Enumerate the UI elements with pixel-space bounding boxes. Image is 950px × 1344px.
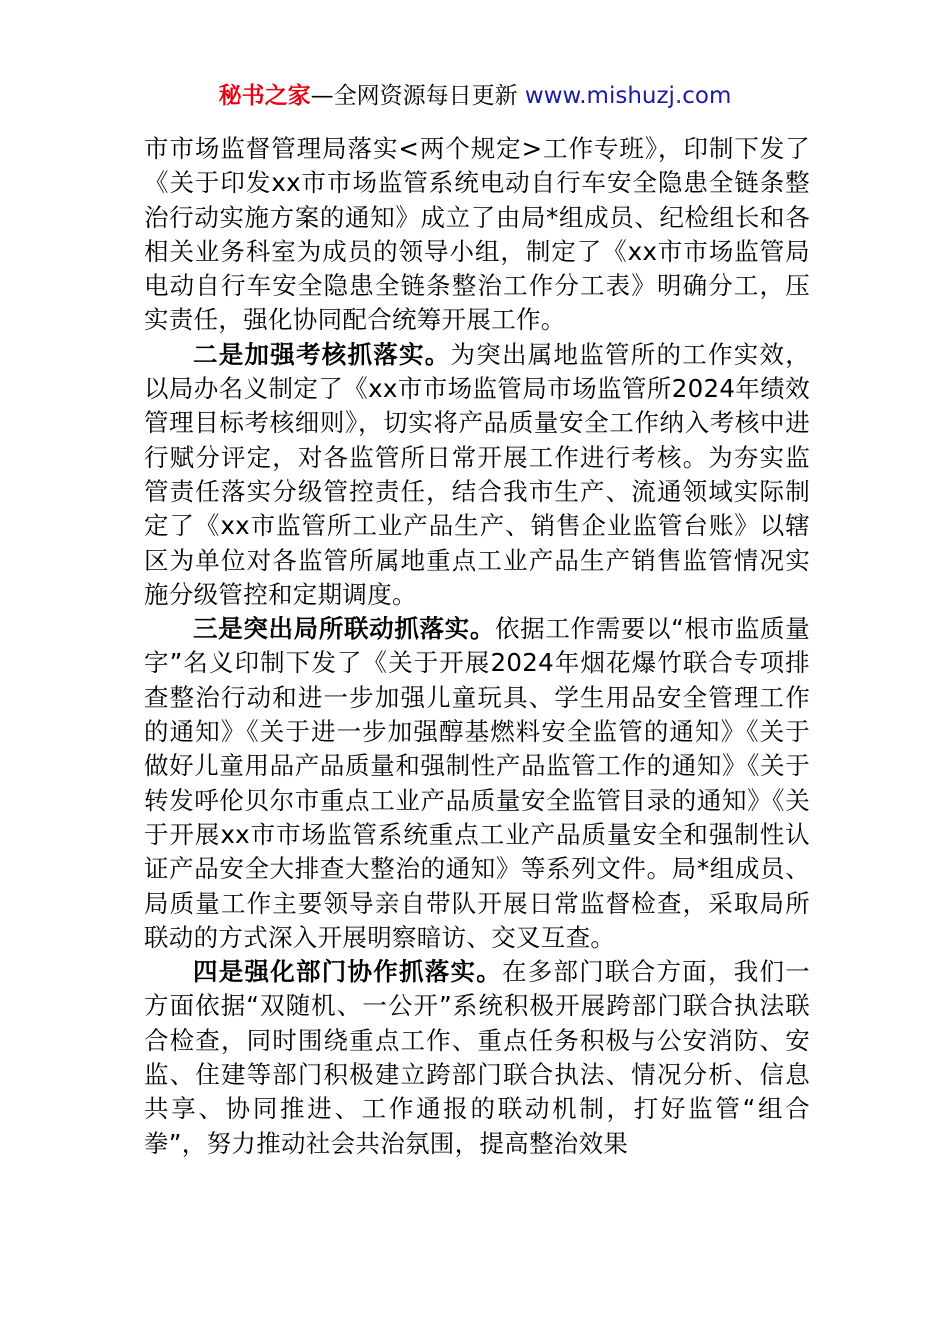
paragraph-2-text: 为突出属地监管所的工作实效，以局办名义制定了《xx市市场监管局市场监管所2024年绩效管理目标考核细则》，切实将产品质量安全工作纳入考核中进行赋分评定，对各监管所日常开展工作进行考核。为夯实监管责任落实分级管控责任，结合我市生产、流通领域实际制定了《xx市监管所工业产品生产、销售企业监管台账》以辖区为单位对各监管所属地重点工业产品生产销售监管情况实施分级管控和定期调度。 [144, 339, 811, 609]
page-header [0, 80, 950, 112]
document-body [144, 132, 810, 1161]
paragraph-4-text: 在多部门联合方面，我们一方面依据“双随机、一公开”系统积极开展跨部门联合执法联合检查，同时围绕重点工作、重点任务积极与公安消防、安监、住建等部门积极建立跨部门联合执法、情况分析、信息共享、协同推进、工作通报的联动机制，打好监管“组合拳”，努力推动社会共治氛围，提高整治效果 [144, 957, 810, 1158]
header-slogan: —全网资源每日更新 [310, 83, 518, 109]
paragraph-4-lead: 四是强化部门协作抓落实。 [193, 957, 502, 987]
paragraph-3-lead: 三是突出局所联动抓落实。 [193, 614, 495, 644]
paragraph-4 [144, 955, 810, 1161]
paragraph-3-text: 依据工作需要以“根市监质量字”名义印制下发了《关于开展2024年烟花爆竹联合专项排查整治行动和进一步加强儿童玩具、学生用品安全管理工作的通知》《关于进一步加强醇基燃料安全监管的通知》《关于做好儿童用品产品质量和强制性产品监管工作的通知》《关于转发呼伦贝尔市重点工业产品质量安全监管目录的通知》《关于开展xx市市场监管系统重点工业产品质量安全和强制性认证产品安全大排查大整治的通知》等系列文件。局*组成员、局质量工作主要领导亲自带队开展日常监督检查，采取局所联动的方式深入开展明察暗访、交叉互查。 [144, 614, 810, 952]
paragraph-1 [144, 132, 810, 338]
paragraph-3 [144, 612, 810, 955]
paragraph-1-text: 市市场监督管理局落实<两个规定>工作专班》，印制下发了《关于印发xx市市场监管系统电动自行车安全隐患全链条整治行动实施方案的通知》成立了由局*组成员、纪检组长和各相关业务科室为成员的领导小组，制定了《xx市市场监管局电动自行车安全隐患全链条整治工作分工表》明确分工，压实责任，强化协同配合统筹开展工作。 [144, 134, 810, 335]
header-brand: 秘书之家 [218, 83, 311, 109]
paragraph-2-lead: 二是加强考核抓落实。 [193, 339, 451, 369]
paragraph-2 [144, 338, 810, 612]
header-url-link[interactable]: www.mishuzj.com [524, 83, 732, 109]
